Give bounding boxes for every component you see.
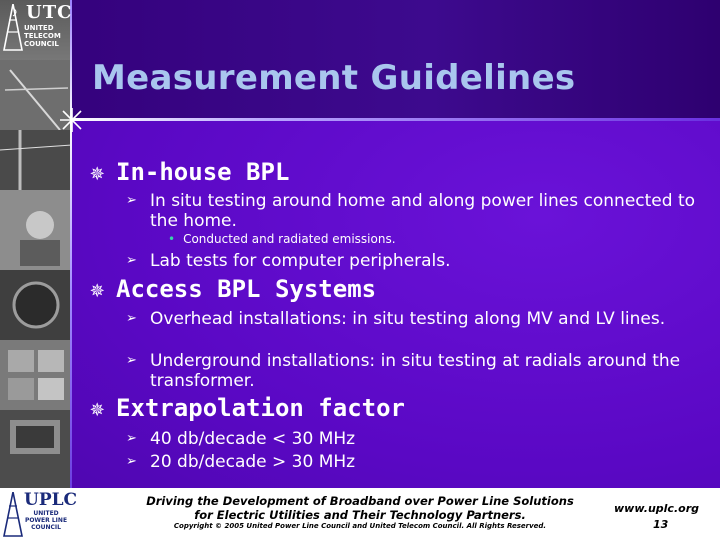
page-number: 13	[653, 518, 669, 531]
asterisk-bullet-icon: ✵	[90, 394, 105, 422]
utc-logo-subtitle	[24, 24, 61, 48]
footer	[0, 488, 720, 540]
uplc-logo-line: UNITED	[33, 510, 59, 517]
bullet-item-level2	[126, 309, 706, 329]
asterisk-bullet-icon: ✵	[90, 158, 105, 186]
footer-copyright: Copyright © 2005 United Power Line Council and United Telecom Council. All Rights Reserved.	[173, 522, 547, 530]
bullet-text: In-house BPL	[116, 158, 290, 186]
utc-logo-line: UNITED	[24, 24, 54, 32]
sparkle-icon	[60, 108, 84, 132]
bullet-text: Conducted and radiated emissions.	[183, 232, 396, 246]
arrowhead-bullet-icon: ➢	[126, 431, 137, 446]
collage-image	[0, 0, 72, 488]
arrowhead-bullet-icon: ➢	[126, 253, 137, 268]
bullet-item-level3	[168, 232, 396, 246]
uplc-logo-text: UPLC	[24, 490, 78, 510]
bullet-item-level2	[126, 452, 706, 472]
arrowhead-bullet-icon: ➢	[126, 311, 137, 326]
bullet-text: In situ testing around home and along power lines connected to the home.	[150, 191, 696, 231]
bullet-item-level2	[126, 429, 706, 449]
bullet-item-level1	[90, 394, 405, 422]
photo-collage-strip	[0, 0, 72, 488]
footer-url-link[interactable]: www.uplc.org	[614, 502, 699, 515]
bullet-text: Overhead installations: in situ testing along MV and LV lines.	[150, 309, 666, 329]
title-underline	[72, 118, 720, 121]
dot-bullet-icon: •	[168, 232, 176, 246]
title-vertical-rule	[70, 0, 72, 488]
asterisk-bullet-icon: ✵	[90, 275, 105, 303]
arrowhead-bullet-icon: ➢	[126, 353, 137, 368]
bullet-item-level1	[90, 275, 376, 303]
uplc-logo-subtitle	[24, 510, 68, 531]
bullet-item-level2	[126, 351, 706, 391]
power-tower-icon	[2, 492, 24, 538]
bullet-text: Extrapolation factor	[116, 394, 405, 422]
utc-logo-line: COUNCIL	[24, 40, 59, 48]
bullet-text: 20 db/decade > 30 MHz	[150, 452, 356, 472]
arrowhead-bullet-icon: ➢	[126, 454, 137, 469]
footer-tagline	[110, 494, 610, 522]
utc-logo-text: UTC	[26, 2, 73, 23]
bullet-item-level1	[90, 158, 289, 186]
uplc-logo-line: COUNCIL	[31, 524, 61, 531]
utc-logo-line: TELECOM	[24, 32, 61, 40]
tower-icon	[2, 4, 24, 52]
bullet-item-level2	[126, 251, 706, 271]
page-title: Measurement Guidelines	[92, 58, 576, 98]
arrowhead-bullet-icon: ➢	[126, 193, 137, 208]
bullet-item-level2	[126, 191, 706, 231]
uplc-logo	[0, 488, 78, 540]
utc-logo	[0, 0, 73, 60]
footer-tagline-line: Driving the Development of Broadband over Power Line Solutions	[146, 494, 574, 508]
uplc-logo-line: POWER LINE	[24, 517, 68, 524]
bullet-text: 40 db/decade < 30 MHz	[150, 429, 356, 449]
bullet-text: Lab tests for computer peripherals.	[150, 251, 451, 271]
bullet-text: Access BPL Systems	[116, 275, 377, 303]
footer-tagline-line: for Electric Utilities and Their Technology Partners.	[194, 508, 526, 522]
bullet-text: Underground installations: in situ testing at radials around the transformer.	[150, 351, 681, 391]
